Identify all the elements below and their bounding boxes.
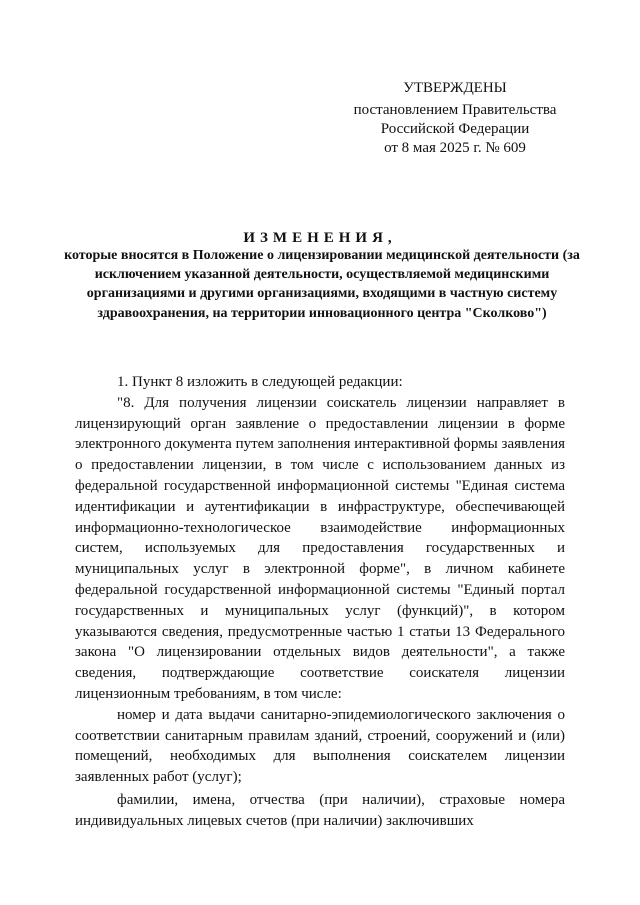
document-title: ИЗМЕНЕНИЯ, — [243, 230, 397, 246]
paragraph-4: фамилии, имена, отчества (при наличии), страховые номера индивидуальных лицевых счетов (при наличии) заключивших — [75, 791, 565, 829]
paragraph-1: 1. Пункт 8 изложить в следующей редакции: — [117, 374, 403, 390]
document-subtitle: которые вносятся в Положение о лицензировании медицинской деятельности (за исключением указанной деятельности, осуществляемой медицинскими организациями и другими организациями, входящими в частную систему здравоохранения, на территории инновационного центра "Сколково") — [64, 248, 580, 321]
paragraph-3: номер и дата выдачи санитарно-эпидемиологического заключения о соответствии санитарным правилам зданий, строений, сооружений и (или) помещений, необходимых для выполнения соискателем лицензии заявленных работ (услуг); — [75, 706, 565, 786]
approval-heading: УТВЕРЖДЕНЫ — [403, 80, 507, 96]
approval-line-3: от 8 мая 2025 г. № 609 — [384, 140, 526, 156]
approval-stamp — [346, 79, 564, 158]
approval-line-1: постановлением Правительства — [353, 102, 557, 118]
document-body — [75, 372, 565, 832]
approval-line-2: Российской Федерации — [380, 121, 530, 137]
paragraph-2: "8. Для получения лицензии соискатель лицензии направляет в лицензирующий орган заявление о предоставлении лицензии в форме электронного документа путем заполнения интерактивной формы заявления о предоставлении лицензии, в том числе с использованием данных из федеральной государственной информационной системы "Единая система идентификации и аутентификации в инфраструктуре, обеспечивающей информационно-технологическое взаимодействие информационных систем, используемых для предоставления государственных и муниципальных услуг в электронной форме", в личном кабинете федеральной государственной информационной системы "Единый портал государственных и муниципальных услуг (функций)", в котором указываются сведения, предусмотренные частью 1 статьи 13 Федерального закона "О лицензировании отдельных видов деятельности", а также сведения, подтверждающие соответствие соискателя лицензии лицензионным требованиям, в том числе: — [75, 394, 565, 702]
